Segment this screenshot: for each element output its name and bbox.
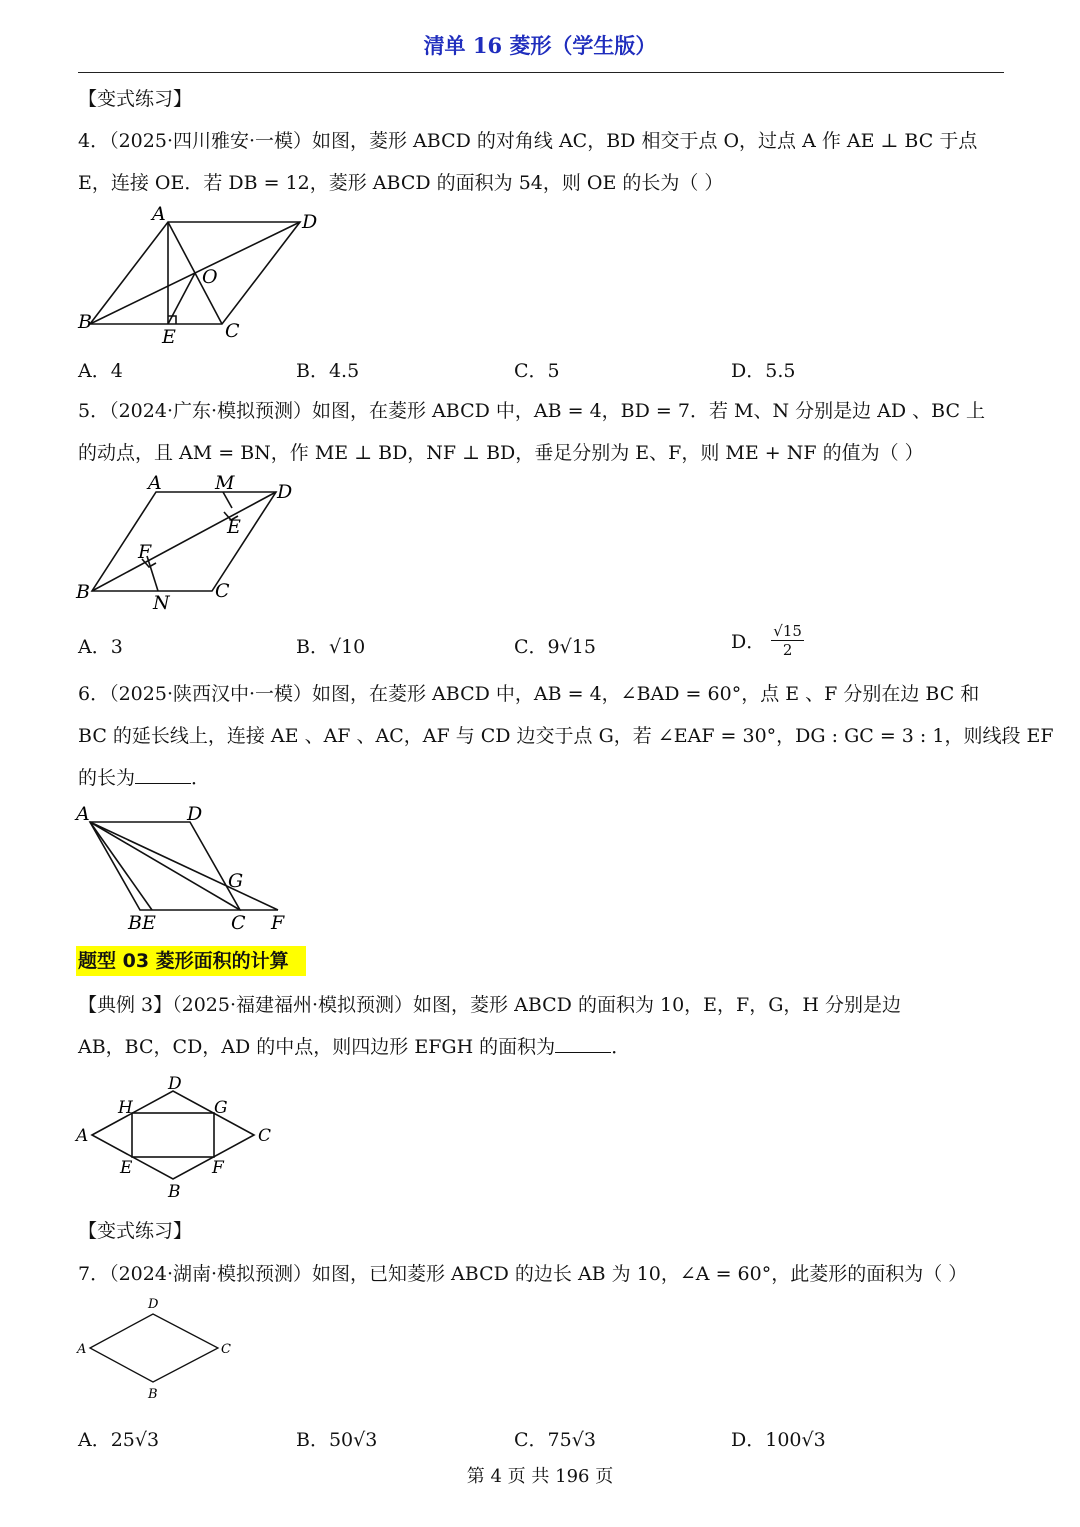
q6-segment-ae: [90, 822, 152, 910]
q5-option-d-numerator: √15: [773, 622, 802, 640]
q7-option-a[interactable]: A．25√3: [78, 1429, 160, 1451]
q6-segment-ac: [90, 822, 240, 910]
ex3-text-line2: [78, 1034, 630, 1060]
q7-option-d[interactable]: D．100√3: [731, 1429, 826, 1451]
q6-label-g: G: [228, 870, 244, 892]
q5-option-c[interactable]: C．9√15: [514, 636, 596, 658]
q6-text-line3-prefix: 的长为: [78, 767, 136, 789]
section-heading-type03: 题型 03 菱形面积的计算: [76, 946, 306, 976]
q5-label-n: N: [153, 592, 170, 614]
q7-option-c[interactable]: C．75√3: [514, 1429, 596, 1451]
ex3-label-e: E: [120, 1158, 133, 1178]
q6-text-line3: [78, 765, 210, 791]
q4-text-line1: 4．（2025·四川雅安·一模）如图，菱形 ABCD 的对角线 AC，BD 相交于点 O，过点 A 作 AE ⊥ BC 于点: [78, 130, 978, 152]
q5-text-line2: 的动点，且 AM = BN，作 ME ⊥ BD，NF ⊥ BD，垂足分别为 E、F，则 ME + NF 的值为（ ）: [78, 442, 924, 464]
header-divider: [78, 72, 1004, 73]
q5-label-c: C: [215, 580, 230, 602]
ex3-rhombus: [92, 1091, 254, 1179]
q5-label-f: F: [138, 541, 152, 563]
q7-rhombus: [90, 1314, 218, 1382]
q5-label-b: B: [76, 581, 90, 603]
q5-label-m: M: [215, 472, 235, 494]
q6-label-d: D: [187, 803, 203, 825]
q7-label-a: A: [77, 1342, 87, 1357]
q4-label-b: B: [78, 311, 92, 333]
variant-practice-label-2: 【变式练习】: [78, 1220, 193, 1242]
q5-figure: [72, 470, 332, 615]
q5-label-d: D: [277, 481, 293, 503]
q6-label-c: C: [231, 912, 246, 934]
q4-option-a[interactable]: A．4: [78, 360, 123, 382]
q7-figure: [72, 1292, 252, 1407]
ex3-label-g: G: [214, 1098, 228, 1118]
ex3-text-line2-prefix: AB，BC，CD，AD 的中点，则四边形 EFGH 的面积为: [78, 1036, 556, 1058]
q6-text-line2: BC 的延长线上，连接 AE 、AF 、AC，AF 与 CD 边交于点 G，若 ∠EAF = 30°，DG : GC = 3 : 1，则线段 EF: [78, 725, 1054, 747]
ex3-text-line2-suffix: ．: [611, 1036, 631, 1058]
q4-label-a: A: [152, 203, 166, 225]
q4-label-d: D: [302, 211, 318, 233]
q7-text-line1: 7．（2024·湖南·模拟预测）如图，已知菱形 ABCD 的边长 AB 为 10，∠A = 60°，此菱形的面积为（ ）: [78, 1263, 968, 1285]
ex3-label-a: A: [76, 1126, 89, 1146]
q5-option-a[interactable]: A．3: [78, 636, 123, 658]
ex3-answer-blank[interactable]: [555, 1034, 611, 1053]
q6-text-line3-suffix: ．: [191, 767, 211, 789]
q7-label-c: C: [221, 1342, 231, 1357]
q5-diagonal-bd: [92, 492, 276, 591]
ex3-rectangle-efgh: [132, 1113, 214, 1157]
q4-text-line2: E，连接 OE．若 DB = 12，菱形 ABCD 的面积为 54，则 OE 的长为（ ）: [78, 172, 724, 194]
q6-answer-blank[interactable]: [135, 765, 191, 784]
q6-label-a: A: [76, 803, 90, 825]
ex3-label-b: B: [168, 1182, 181, 1202]
q5-label-e: E: [227, 516, 241, 538]
q4-label-c: C: [225, 320, 240, 342]
q4-option-d[interactable]: D．5.5: [731, 360, 796, 382]
q6-label-be: BE: [128, 912, 156, 934]
q4-label-o: O: [202, 266, 218, 288]
q4-figure: [72, 200, 332, 350]
ex3-text-line1: 【典例 3】（2025·福建福州·模拟预测）如图，菱形 ABCD 的面积为 10，E，F，G，H 分别是边: [78, 994, 902, 1016]
ex3-label-f: F: [212, 1158, 224, 1178]
q7-option-b[interactable]: B．50√3: [296, 1429, 378, 1451]
ex3-label-h: H: [118, 1098, 133, 1118]
q7-label-d: D: [148, 1297, 159, 1312]
ex3-figure: [72, 1072, 282, 1202]
page-title: 清单 16 菱形（学生版）: [423, 33, 657, 58]
q5-option-d-fraction: [771, 622, 804, 659]
q6-label-f: F: [271, 912, 285, 934]
q6-text-line1: 6．（2025·陕西汉中·一模）如图，在菱形 ABCD 中，AB = 4，∠BAD = 60°，点 E 、F 分别在边 BC 和: [78, 683, 980, 705]
variant-practice-label: 【变式练习】: [78, 88, 193, 110]
q5-option-d[interactable]: [731, 622, 804, 659]
q4-option-b[interactable]: B．4.5: [296, 360, 360, 382]
q5-label-a: A: [148, 472, 162, 494]
q5-option-b[interactable]: B．√10: [296, 636, 366, 658]
q4-label-e: E: [162, 326, 176, 348]
q4-option-c[interactable]: C．5: [514, 360, 560, 382]
page-footer: 第 4 页 共 196 页: [466, 1466, 614, 1487]
q5-text-line1: 5．（2024·广东·模拟预测）如图，在菱形 ABCD 中，AB = 4，BD = 7．若 M、N 分别是边 AD 、BC 上: [78, 400, 986, 422]
q5-option-d-denominator: 2: [782, 641, 793, 659]
q7-label-b: B: [148, 1387, 158, 1402]
q6-segment-af: [90, 822, 278, 910]
q5-segment-me: [223, 492, 232, 508]
q5-option-d-prefix: D．: [731, 631, 766, 653]
q6-figure: [72, 800, 322, 940]
ex3-label-c: C: [258, 1126, 272, 1146]
ex3-label-d: D: [168, 1074, 182, 1094]
